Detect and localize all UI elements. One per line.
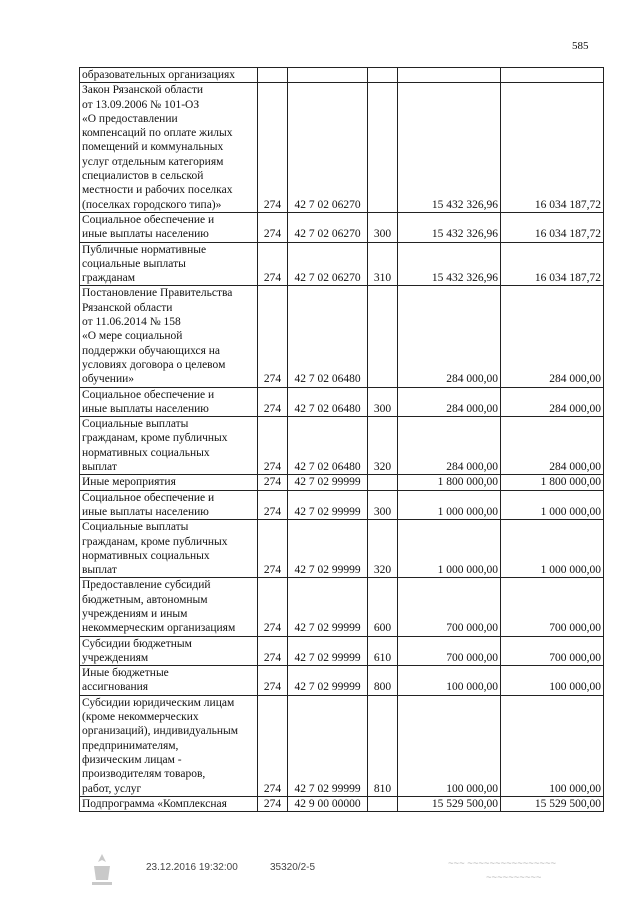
row-ved-cell: 274 — [258, 83, 288, 213]
row-amount-2017-cell: 700 000,00 — [398, 578, 501, 636]
row-cs-cell: 42 9 00 00000 — [288, 796, 368, 811]
row-ved-cell: 274 — [258, 796, 288, 811]
row-vr-cell: 800 — [368, 666, 398, 696]
row-cs-cell: 42 7 02 06270 — [288, 83, 368, 213]
row-amount-2018-cell: 16 034 187,72 — [501, 83, 604, 213]
footer-date: 23.12.2016 19:32:00 — [146, 862, 238, 873]
row-amount-2017-cell: 15 432 326,96 — [398, 212, 501, 242]
row-cs-cell: 42 7 02 99999 — [288, 578, 368, 636]
row-vr-cell — [368, 83, 398, 213]
table-row — [80, 490, 604, 520]
row-name-cell: Закон Рязанской области от 13.09.2006 № 101-ОЗ «О предоставлении компенсаций по оплате жилых помещений и коммунальных услуг отдельным категориям специалистов в сельской местности и рабочих поселках (поселках городского типа)» — [80, 83, 258, 213]
page-number: 585 — [572, 40, 589, 52]
row-name-cell: Предоставление субсидий бюджетным, автономным учреждениям и иным некоммерческим организациям — [80, 578, 258, 636]
row-name-cell: Социальные выплаты гражданам, кроме публичных нормативных социальных выплат — [80, 520, 258, 578]
row-ved-cell: 274 — [258, 242, 288, 286]
table-row — [80, 475, 604, 490]
row-vr-cell: 610 — [368, 636, 398, 666]
row-ved-cell: 274 — [258, 212, 288, 242]
row-cs-cell: 42 7 02 99999 — [288, 520, 368, 578]
budget-table-body — [80, 68, 604, 812]
row-amount-2017-cell: 284 000,00 — [398, 417, 501, 475]
row-vr-cell: 300 — [368, 490, 398, 520]
row-name-cell: Подпрограмма «Комплексная — [80, 796, 258, 811]
row-name-cell: Постановление Правительства Рязанской области от 11.06.2014 № 158 «О мере социальной поддержки обучающихся на условиях договора о целевом обучении» — [80, 286, 258, 387]
row-amount-2018-cell: 700 000,00 — [501, 578, 604, 636]
row-cs-cell: 42 7 02 06270 — [288, 212, 368, 242]
row-amount-2017-cell: 1 000 000,00 — [398, 490, 501, 520]
faded-stamp-line: ~~~~~~~~~~ — [486, 872, 542, 883]
table-row — [80, 83, 604, 213]
table-row — [80, 242, 604, 286]
row-cs-cell: 42 7 02 99999 — [288, 490, 368, 520]
table-row — [80, 387, 604, 417]
row-ved-cell: 274 — [258, 520, 288, 578]
row-amount-2018-cell: 16 034 187,72 — [501, 242, 604, 286]
footer-doc-code: 35320/2-5 — [270, 862, 316, 873]
row-vr-cell — [368, 68, 398, 83]
row-cs-cell: 42 7 02 99999 — [288, 636, 368, 666]
row-amount-2017-cell: 284 000,00 — [398, 286, 501, 387]
table-row — [80, 417, 604, 475]
row-vr-cell: 320 — [368, 417, 398, 475]
row-amount-2017-cell: 15 432 326,96 — [398, 242, 501, 286]
row-name-cell: Субсидии юридическим лицам (кроме некоммерческих организаций), индивидуальным предпринимателям, физическим лицам - производителям товаров, работ, услуг — [80, 695, 258, 796]
row-name-cell: Социальное обеспечение и иные выплаты населению — [80, 387, 258, 417]
row-ved-cell: 274 — [258, 666, 288, 696]
row-amount-2018-cell — [501, 68, 604, 83]
row-cs-cell: 42 7 02 99999 — [288, 475, 368, 490]
row-amount-2018-cell: 700 000,00 — [501, 636, 604, 666]
row-amount-2017-cell: 700 000,00 — [398, 636, 501, 666]
row-vr-cell — [368, 475, 398, 490]
row-name-cell: Субсидии бюджетным учреждениям — [80, 636, 258, 666]
row-cs-cell: 42 7 02 06480 — [288, 417, 368, 475]
row-vr-cell: 300 — [368, 212, 398, 242]
row-amount-2018-cell: 1 000 000,00 — [501, 520, 604, 578]
row-amount-2017-cell: 100 000,00 — [398, 695, 501, 796]
row-cs-cell — [288, 68, 368, 83]
row-amount-2017-cell: 15 529 500,00 — [398, 796, 501, 811]
table-row — [80, 695, 604, 796]
row-cs-cell: 42 7 02 06270 — [288, 242, 368, 286]
row-cs-cell: 42 7 02 06480 — [288, 387, 368, 417]
budget-table — [79, 67, 604, 812]
row-amount-2017-cell: 1 800 000,00 — [398, 475, 501, 490]
row-cs-cell: 42 7 02 99999 — [288, 666, 368, 696]
row-amount-2018-cell: 16 034 187,72 — [501, 212, 604, 242]
row-amount-2017-cell — [398, 68, 501, 83]
row-amount-2017-cell: 284 000,00 — [398, 387, 501, 417]
row-amount-2017-cell: 1 000 000,00 — [398, 520, 501, 578]
row-amount-2018-cell: 284 000,00 — [501, 286, 604, 387]
row-name-cell: Иные мероприятия — [80, 475, 258, 490]
row-amount-2018-cell: 284 000,00 — [501, 387, 604, 417]
faded-stamp-line: ~~~ ~~~~~~~~~~~~~~~~ — [448, 858, 557, 869]
row-vr-cell: 310 — [368, 242, 398, 286]
row-ved-cell: 274 — [258, 636, 288, 666]
row-ved-cell: 274 — [258, 578, 288, 636]
table-row — [80, 68, 604, 83]
row-cs-cell: 42 7 02 99999 — [288, 695, 368, 796]
table-row — [80, 520, 604, 578]
table-row — [80, 636, 604, 666]
row-amount-2018-cell: 15 529 500,00 — [501, 796, 604, 811]
row-cs-cell: 42 7 02 06480 — [288, 286, 368, 387]
row-vr-cell — [368, 796, 398, 811]
row-amount-2017-cell: 100 000,00 — [398, 666, 501, 696]
row-ved-cell: 274 — [258, 387, 288, 417]
row-vr-cell: 300 — [368, 387, 398, 417]
row-vr-cell: 320 — [368, 520, 398, 578]
row-name-cell: Социальное обеспечение и иные выплаты населению — [80, 212, 258, 242]
faded-stamp — [448, 857, 556, 885]
row-amount-2018-cell: 284 000,00 — [501, 417, 604, 475]
row-amount-2018-cell: 100 000,00 — [501, 666, 604, 696]
row-ved-cell: 274 — [258, 286, 288, 387]
row-ved-cell: 274 — [258, 417, 288, 475]
table-row — [80, 578, 604, 636]
emblem-icon — [84, 852, 120, 888]
row-ved-cell: 274 — [258, 490, 288, 520]
row-vr-cell: 600 — [368, 578, 398, 636]
row-ved-cell: 274 — [258, 475, 288, 490]
row-name-cell: Иные бюджетные ассигнования — [80, 666, 258, 696]
row-ved-cell — [258, 68, 288, 83]
row-amount-2017-cell: 15 432 326,96 — [398, 83, 501, 213]
table-row — [80, 212, 604, 242]
row-amount-2018-cell: 1 800 000,00 — [501, 475, 604, 490]
row-name-cell: Социальное обеспечение и иные выплаты населению — [80, 490, 258, 520]
row-ved-cell: 274 — [258, 695, 288, 796]
row-amount-2018-cell: 100 000,00 — [501, 695, 604, 796]
row-amount-2018-cell: 1 000 000,00 — [501, 490, 604, 520]
table-row — [80, 796, 604, 811]
row-name-cell: Публичные нормативные социальные выплаты гражданам — [80, 242, 258, 286]
table-row — [80, 286, 604, 387]
row-name-cell: образовательных организациях — [80, 68, 258, 83]
row-vr-cell — [368, 286, 398, 387]
table-row — [80, 666, 604, 696]
row-vr-cell: 810 — [368, 695, 398, 796]
row-name-cell: Социальные выплаты гражданам, кроме публичных нормативных социальных выплат — [80, 417, 258, 475]
